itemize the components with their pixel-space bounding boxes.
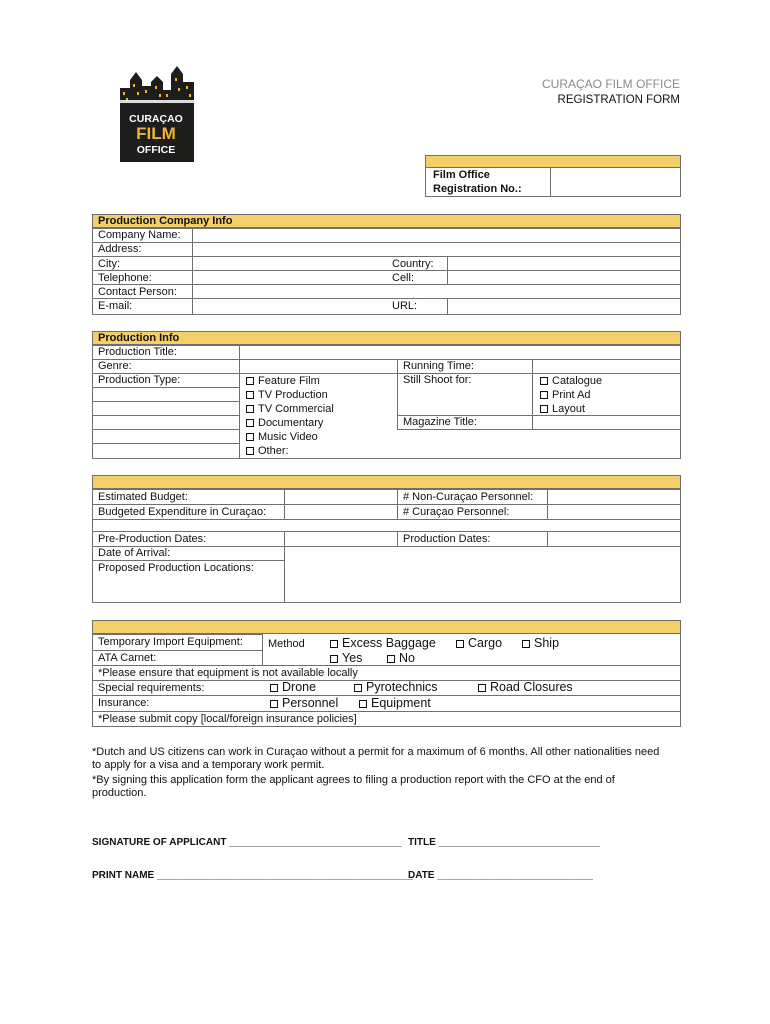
checkbox-icon[interactable]	[354, 684, 362, 692]
date-of-arrival-field[interactable]	[285, 547, 680, 560]
checkbox-icon[interactable]	[540, 377, 548, 385]
note-line-3: *By signing this application form the applicant agrees to filing a production report with the CFO at the end of	[92, 774, 615, 786]
checkbox-icon[interactable]	[270, 684, 278, 692]
estimated-budget-label: Estimated Budget:	[98, 491, 188, 503]
logo-line3: OFFICE	[136, 144, 176, 156]
checkbox-icon[interactable]	[359, 700, 367, 708]
still-print-ad[interactable]: Print Ad	[540, 389, 591, 402]
cell-field[interactable]	[448, 271, 680, 284]
production-type-label: Production Type:	[98, 374, 181, 386]
genre-label: Genre:	[98, 360, 132, 372]
production-title-field[interactable]	[240, 346, 680, 359]
note-line-1: *Dutch and US citizens can work in Curaçao without a permit for a maximum of 6 months. All other nationalities need	[92, 746, 660, 758]
ata-carnet-label: ATA Carnet:	[98, 652, 157, 664]
proposed-locations-label: Proposed Production Locations:	[98, 562, 254, 574]
email-label: E-mail:	[98, 300, 133, 312]
checkbox-icon[interactable]	[246, 447, 254, 455]
contact-person-field[interactable]	[193, 285, 680, 298]
registration-label-2: Registration No.:	[433, 183, 522, 195]
checkbox-icon[interactable]	[246, 377, 254, 385]
ata-yes[interactable]: Yes	[330, 652, 362, 665]
special-road-closures[interactable]: Road Closures	[478, 681, 573, 694]
checkbox-icon[interactable]	[330, 655, 338, 663]
estimated-budget-field[interactable]	[285, 490, 396, 504]
ata-no[interactable]: No	[387, 652, 415, 665]
running-time-field[interactable]	[533, 360, 680, 373]
production-dates-label: Production Dates:	[403, 533, 491, 545]
company-name-field[interactable]	[193, 229, 680, 242]
method-excess-baggage[interactable]: Excess Baggage	[330, 637, 436, 650]
logo-line2: FILM	[136, 124, 176, 143]
checkbox-icon[interactable]	[270, 700, 278, 708]
production-title-label: Production Title:	[98, 346, 177, 358]
special-requirements-label: Special requirements:	[98, 682, 205, 694]
insurance-label: Insurance:	[98, 697, 150, 709]
cell-label: Cell:	[392, 272, 415, 284]
checkbox-icon[interactable]	[540, 405, 548, 413]
note-line-4: production.	[92, 787, 147, 799]
special-drone[interactable]: Drone	[270, 681, 316, 694]
telephone-field[interactable]	[193, 271, 383, 284]
form-title: REGISTRATION FORM	[557, 94, 680, 106]
type-tv-commercial[interactable]: TV Commercial	[246, 403, 334, 416]
type-other[interactable]: Other:	[246, 445, 289, 458]
checkbox-icon[interactable]	[540, 391, 548, 399]
checkbox-icon[interactable]	[246, 433, 254, 441]
genre-field[interactable]	[240, 360, 396, 373]
print-name[interactable]: PRINT NAME ______________________________________________	[92, 870, 413, 881]
checkbox-icon[interactable]	[478, 684, 486, 692]
checkbox-icon[interactable]	[387, 655, 395, 663]
checkbox-icon[interactable]	[330, 640, 338, 648]
registration-number-field[interactable]	[551, 168, 680, 196]
type-music-video[interactable]: Music Video	[246, 431, 318, 444]
type-documentary[interactable]: Documentary	[246, 417, 323, 430]
method-ship[interactable]: Ship	[522, 637, 559, 650]
type-tv-production[interactable]: TV Production	[246, 389, 328, 402]
curacao-personnel-label: # Curaçao Personnel:	[403, 506, 510, 518]
production-heading: Production Info	[98, 332, 180, 344]
city-field[interactable]	[193, 257, 383, 270]
special-pyrotechnics[interactable]: Pyrotechnics	[354, 681, 438, 694]
checkbox-icon[interactable]	[246, 391, 254, 399]
still-layout[interactable]: Layout	[540, 403, 585, 416]
running-time-label: Running Time:	[403, 360, 474, 372]
method-cargo[interactable]: Cargo	[456, 637, 502, 650]
production-dates-field[interactable]	[548, 532, 680, 546]
equipment-note: *Please ensure that equipment is not available locally	[98, 667, 358, 679]
proposed-locations-field[interactable]	[285, 561, 680, 602]
contact-person-label: Contact Person:	[98, 286, 177, 298]
date-signature-line[interactable]: DATE ____________________________	[408, 870, 593, 881]
magazine-title-field[interactable]	[533, 416, 680, 429]
date-of-arrival-label: Date of Arrival:	[98, 547, 171, 559]
temp-import-label: Temporary Import Equipment:	[98, 636, 243, 648]
magazine-title-label: Magazine Title:	[403, 416, 477, 428]
logo-line1: CURAÇAO	[129, 113, 183, 125]
still-shoot-label: Still Shoot for:	[403, 374, 472, 386]
office-name: CURAÇAO FILM OFFICE	[541, 77, 680, 91]
still-catalogue[interactable]: Catalogue	[540, 375, 602, 388]
curacao-personnel-field[interactable]	[548, 505, 680, 519]
method-label: Method	[268, 638, 305, 650]
country-label: Country:	[392, 258, 434, 270]
non-curacao-personnel-label: # Non-Curaçao Personnel:	[403, 491, 534, 503]
registration-label-1: Film Office	[433, 169, 490, 181]
type-feature-film[interactable]: Feature Film	[246, 375, 320, 388]
checkbox-icon[interactable]	[522, 640, 530, 648]
budgeted-expenditure-field[interactable]	[285, 505, 396, 519]
telephone-label: Telephone:	[98, 272, 152, 284]
note-line-2: to apply for a visa and a temporary work permit.	[92, 759, 325, 771]
company-heading: Production Company Info	[98, 215, 233, 227]
signature-of-applicant[interactable]: SIGNATURE OF APPLICANT _______________________________	[92, 837, 402, 848]
insurance-note: *Please submit copy [local/foreign insurance policies]	[98, 713, 357, 725]
city-label: City:	[98, 258, 120, 270]
title-signature-line[interactable]: TITLE _____________________________	[408, 837, 600, 848]
non-curacao-personnel-field[interactable]	[548, 490, 680, 504]
budgeted-expenditure-label: Budgeted Expenditure in Curaçao:	[98, 506, 267, 518]
pre-production-dates-label: Pre-Production Dates:	[98, 533, 207, 545]
logo	[115, 62, 197, 162]
pre-production-dates-field[interactable]	[285, 532, 396, 546]
checkbox-icon[interactable]	[246, 405, 254, 413]
insurance-personnel[interactable]: Personnel	[270, 697, 338, 710]
url-label: URL:	[392, 300, 418, 312]
email-field[interactable]	[193, 299, 383, 314]
checkbox-icon[interactable]	[246, 419, 254, 427]
company-name-label: Company Name:	[98, 229, 181, 241]
address-field[interactable]	[193, 243, 680, 256]
insurance-equipment[interactable]: Equipment	[359, 697, 431, 710]
checkbox-icon[interactable]	[456, 640, 464, 648]
address-label: Address:	[98, 243, 142, 255]
country-field[interactable]	[448, 257, 680, 270]
url-field[interactable]	[448, 299, 680, 314]
